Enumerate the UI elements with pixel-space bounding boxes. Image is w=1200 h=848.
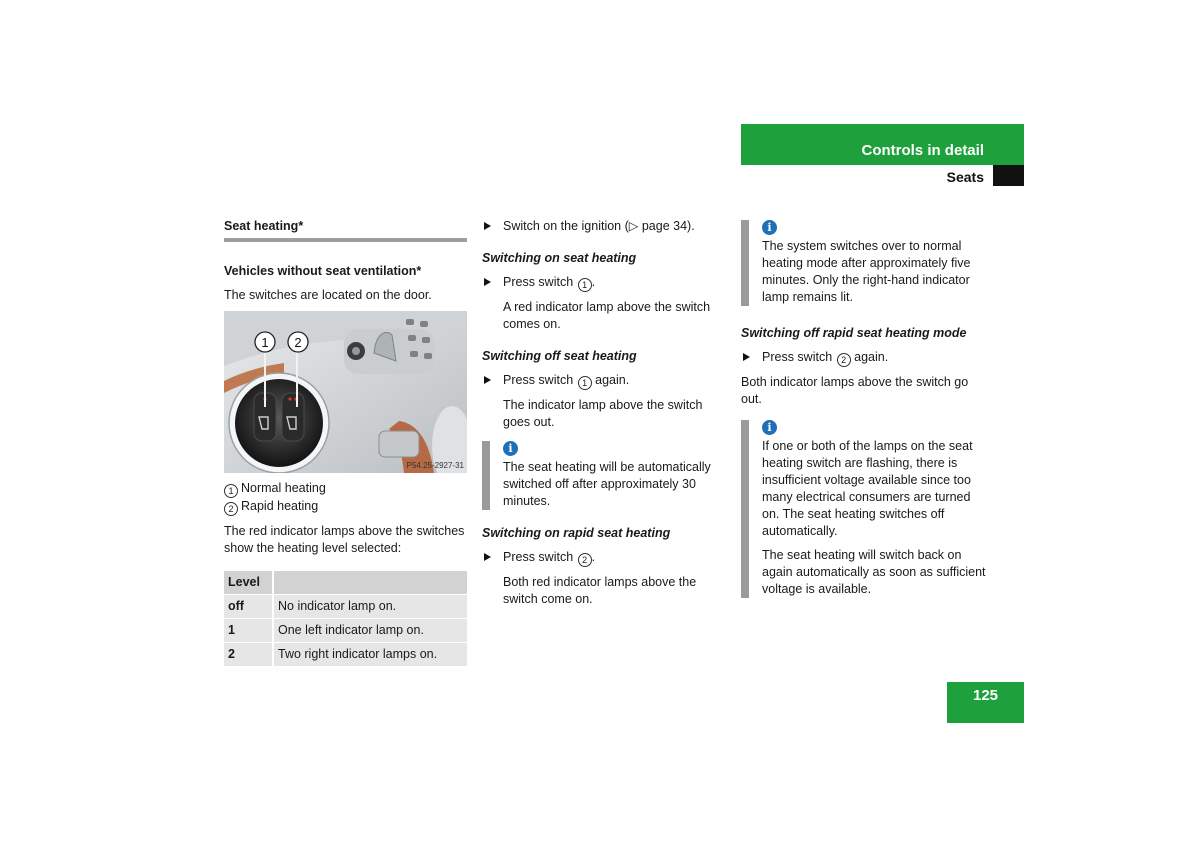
info-note bbox=[741, 420, 986, 598]
switch-number: 1 bbox=[578, 376, 592, 390]
table-row bbox=[224, 619, 467, 643]
section-title: Seats bbox=[946, 169, 984, 185]
legend-text: Rapid heating bbox=[241, 499, 319, 513]
procedure-heading: Switching off seat heating bbox=[482, 349, 637, 363]
level-cell: off bbox=[224, 595, 273, 619]
indicator-description: The red indicator lamps above the switches show the heating level selected: bbox=[224, 524, 465, 555]
legend-number: 2 bbox=[224, 502, 238, 516]
step-text: Press switch bbox=[503, 373, 577, 387]
step-text-end: again. bbox=[591, 373, 630, 387]
table-header-row bbox=[224, 571, 467, 595]
info-note bbox=[741, 220, 986, 306]
switch-number: 2 bbox=[578, 553, 592, 567]
info-icon: i bbox=[762, 420, 777, 435]
bullet-arrow-icon bbox=[484, 376, 491, 384]
info-note bbox=[482, 441, 724, 510]
bullet-arrow-icon bbox=[484, 278, 491, 286]
table-row bbox=[224, 643, 467, 667]
info-text: The system switches over to normal heating mode after approximately five minutes. Only the right-hand indicator lamp remains lit. bbox=[762, 239, 971, 304]
bullet-arrow-icon bbox=[743, 353, 750, 361]
procedure-heading: Switching on rapid seat heating bbox=[482, 526, 671, 540]
info-icon: i bbox=[503, 441, 518, 456]
callout-2 bbox=[288, 332, 308, 352]
chapter-header-bar bbox=[741, 124, 1024, 165]
info-note-bar bbox=[741, 220, 749, 306]
step-text-end: . bbox=[591, 275, 596, 289]
info-note-bar bbox=[482, 441, 490, 510]
callout-1-label: 1 bbox=[261, 335, 269, 350]
instruction-step bbox=[482, 274, 724, 292]
switch-number: 2 bbox=[837, 353, 851, 367]
door-switch-photo bbox=[224, 311, 467, 473]
step-text: Press switch bbox=[503, 275, 577, 289]
info-text: If one or both of the lamps on the seat heating switch are flashing, there is insufficient voltage available since too many electrical consumers are turned on. The seat heating switches off automatically. bbox=[762, 439, 973, 538]
info-note-bar bbox=[741, 420, 749, 598]
door-switch-illustration bbox=[224, 311, 467, 473]
legend-item bbox=[224, 480, 467, 498]
column-middle bbox=[482, 218, 724, 608]
level-cell: 2 bbox=[224, 643, 273, 667]
heating-level-table bbox=[224, 571, 467, 667]
instruction-step bbox=[482, 372, 724, 390]
legend-item bbox=[224, 498, 467, 516]
table-row bbox=[224, 595, 467, 619]
description-cell: One left indicator lamp on. bbox=[273, 619, 467, 643]
bullet-arrow-icon bbox=[484, 553, 491, 561]
info-icon: i bbox=[762, 220, 777, 235]
switch-number: 1 bbox=[578, 278, 592, 292]
intro-text: The switches are located on the door. bbox=[224, 288, 432, 302]
step-result: Both red indicator lamps above the switch come on. bbox=[503, 575, 697, 606]
page-number: 125 bbox=[972, 687, 999, 704]
step-text: Press switch bbox=[503, 550, 577, 564]
level-cell: 1 bbox=[224, 619, 273, 643]
step-text-end: . bbox=[591, 550, 596, 564]
step-text: Press switch bbox=[762, 350, 836, 364]
callout-2-label: 2 bbox=[294, 335, 302, 350]
callout-legend bbox=[224, 480, 467, 516]
callout-1 bbox=[255, 332, 275, 352]
instruction-step bbox=[741, 349, 986, 367]
step-result: A red indicator lamp above the switch comes on. bbox=[503, 300, 711, 331]
legend-number: 1 bbox=[224, 484, 238, 498]
step-result: Both indicator lamps above the switch go out. bbox=[741, 375, 969, 406]
bullet-arrow-icon bbox=[484, 222, 491, 230]
info-text: The seat heating will be automatically switched off after approximately 30 minutes. bbox=[503, 460, 711, 508]
description-cell: No indicator lamp on. bbox=[273, 595, 467, 619]
table-header-cell: Level bbox=[224, 571, 273, 595]
description-cell: Two right indicator lamps on. bbox=[273, 643, 467, 667]
instruction-step bbox=[482, 549, 724, 567]
image-reference-code: P54.25-2927-31 bbox=[406, 461, 464, 470]
procedure-heading: Switching off rapid seat heating mode bbox=[741, 326, 967, 340]
instruction-step bbox=[482, 218, 724, 235]
column-left bbox=[224, 218, 467, 667]
procedure-heading: Switching on seat heating bbox=[482, 251, 637, 265]
table-header-cell-empty bbox=[273, 571, 467, 595]
page-number-box bbox=[947, 682, 1024, 723]
step-text: Switch on the ignition (▷ page 34). bbox=[503, 219, 695, 233]
section-heading: Seat heating* bbox=[224, 218, 467, 242]
section-header bbox=[741, 165, 1024, 186]
chapter-title: Controls in detail bbox=[861, 142, 984, 159]
section-marker-block bbox=[993, 165, 1024, 186]
step-result: The indicator lamp above the switch goes out. bbox=[503, 398, 703, 429]
step-text-end: again. bbox=[850, 350, 889, 364]
column-right bbox=[741, 218, 986, 598]
subheading: Vehicles without seat ventilation* bbox=[224, 264, 422, 278]
legend-text: Normal heating bbox=[241, 481, 326, 495]
info-text: The seat heating will switch back on again automatically as soon as sufficient voltage is available. bbox=[762, 548, 986, 596]
